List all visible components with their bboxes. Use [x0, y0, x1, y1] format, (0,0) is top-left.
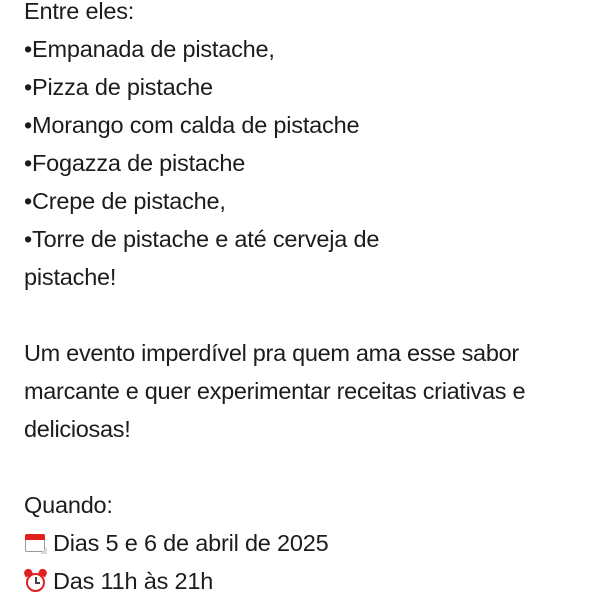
alarm-clock-icon: [24, 569, 47, 592]
list-item: •Fogazza de pistache: [24, 150, 246, 176]
time-line: [24, 562, 582, 600]
date-text: Dias 5 e 6 de abril de 2025: [53, 530, 329, 556]
list-item: •Torre de pistache e até cerveja de: [24, 226, 380, 252]
section-spacer: [24, 448, 582, 486]
time-text: Das 11h às 21h: [53, 568, 214, 594]
list-item-continuation: pistache!: [24, 264, 117, 290]
calendar-icon: [24, 531, 47, 554]
list-item: •Morango com calda de pistache: [24, 112, 360, 138]
date-line: [24, 524, 582, 562]
partial-top-line: Entre eles:: [24, 0, 135, 24]
paragraph-spacer: [24, 296, 582, 334]
list-item: •Pizza de pistache: [24, 74, 213, 100]
event-description-paragraph: Um evento imperdível pra quem ama esse sabor marcante e quer experimentar receitas criativas e deliciosas!: [24, 340, 526, 442]
when-label: Quando:: [24, 492, 113, 518]
post-text-body: [24, 0, 582, 600]
list-item: •Crepe de pistache,: [24, 188, 226, 214]
list-item: •Empanada de pistache,: [24, 36, 275, 62]
